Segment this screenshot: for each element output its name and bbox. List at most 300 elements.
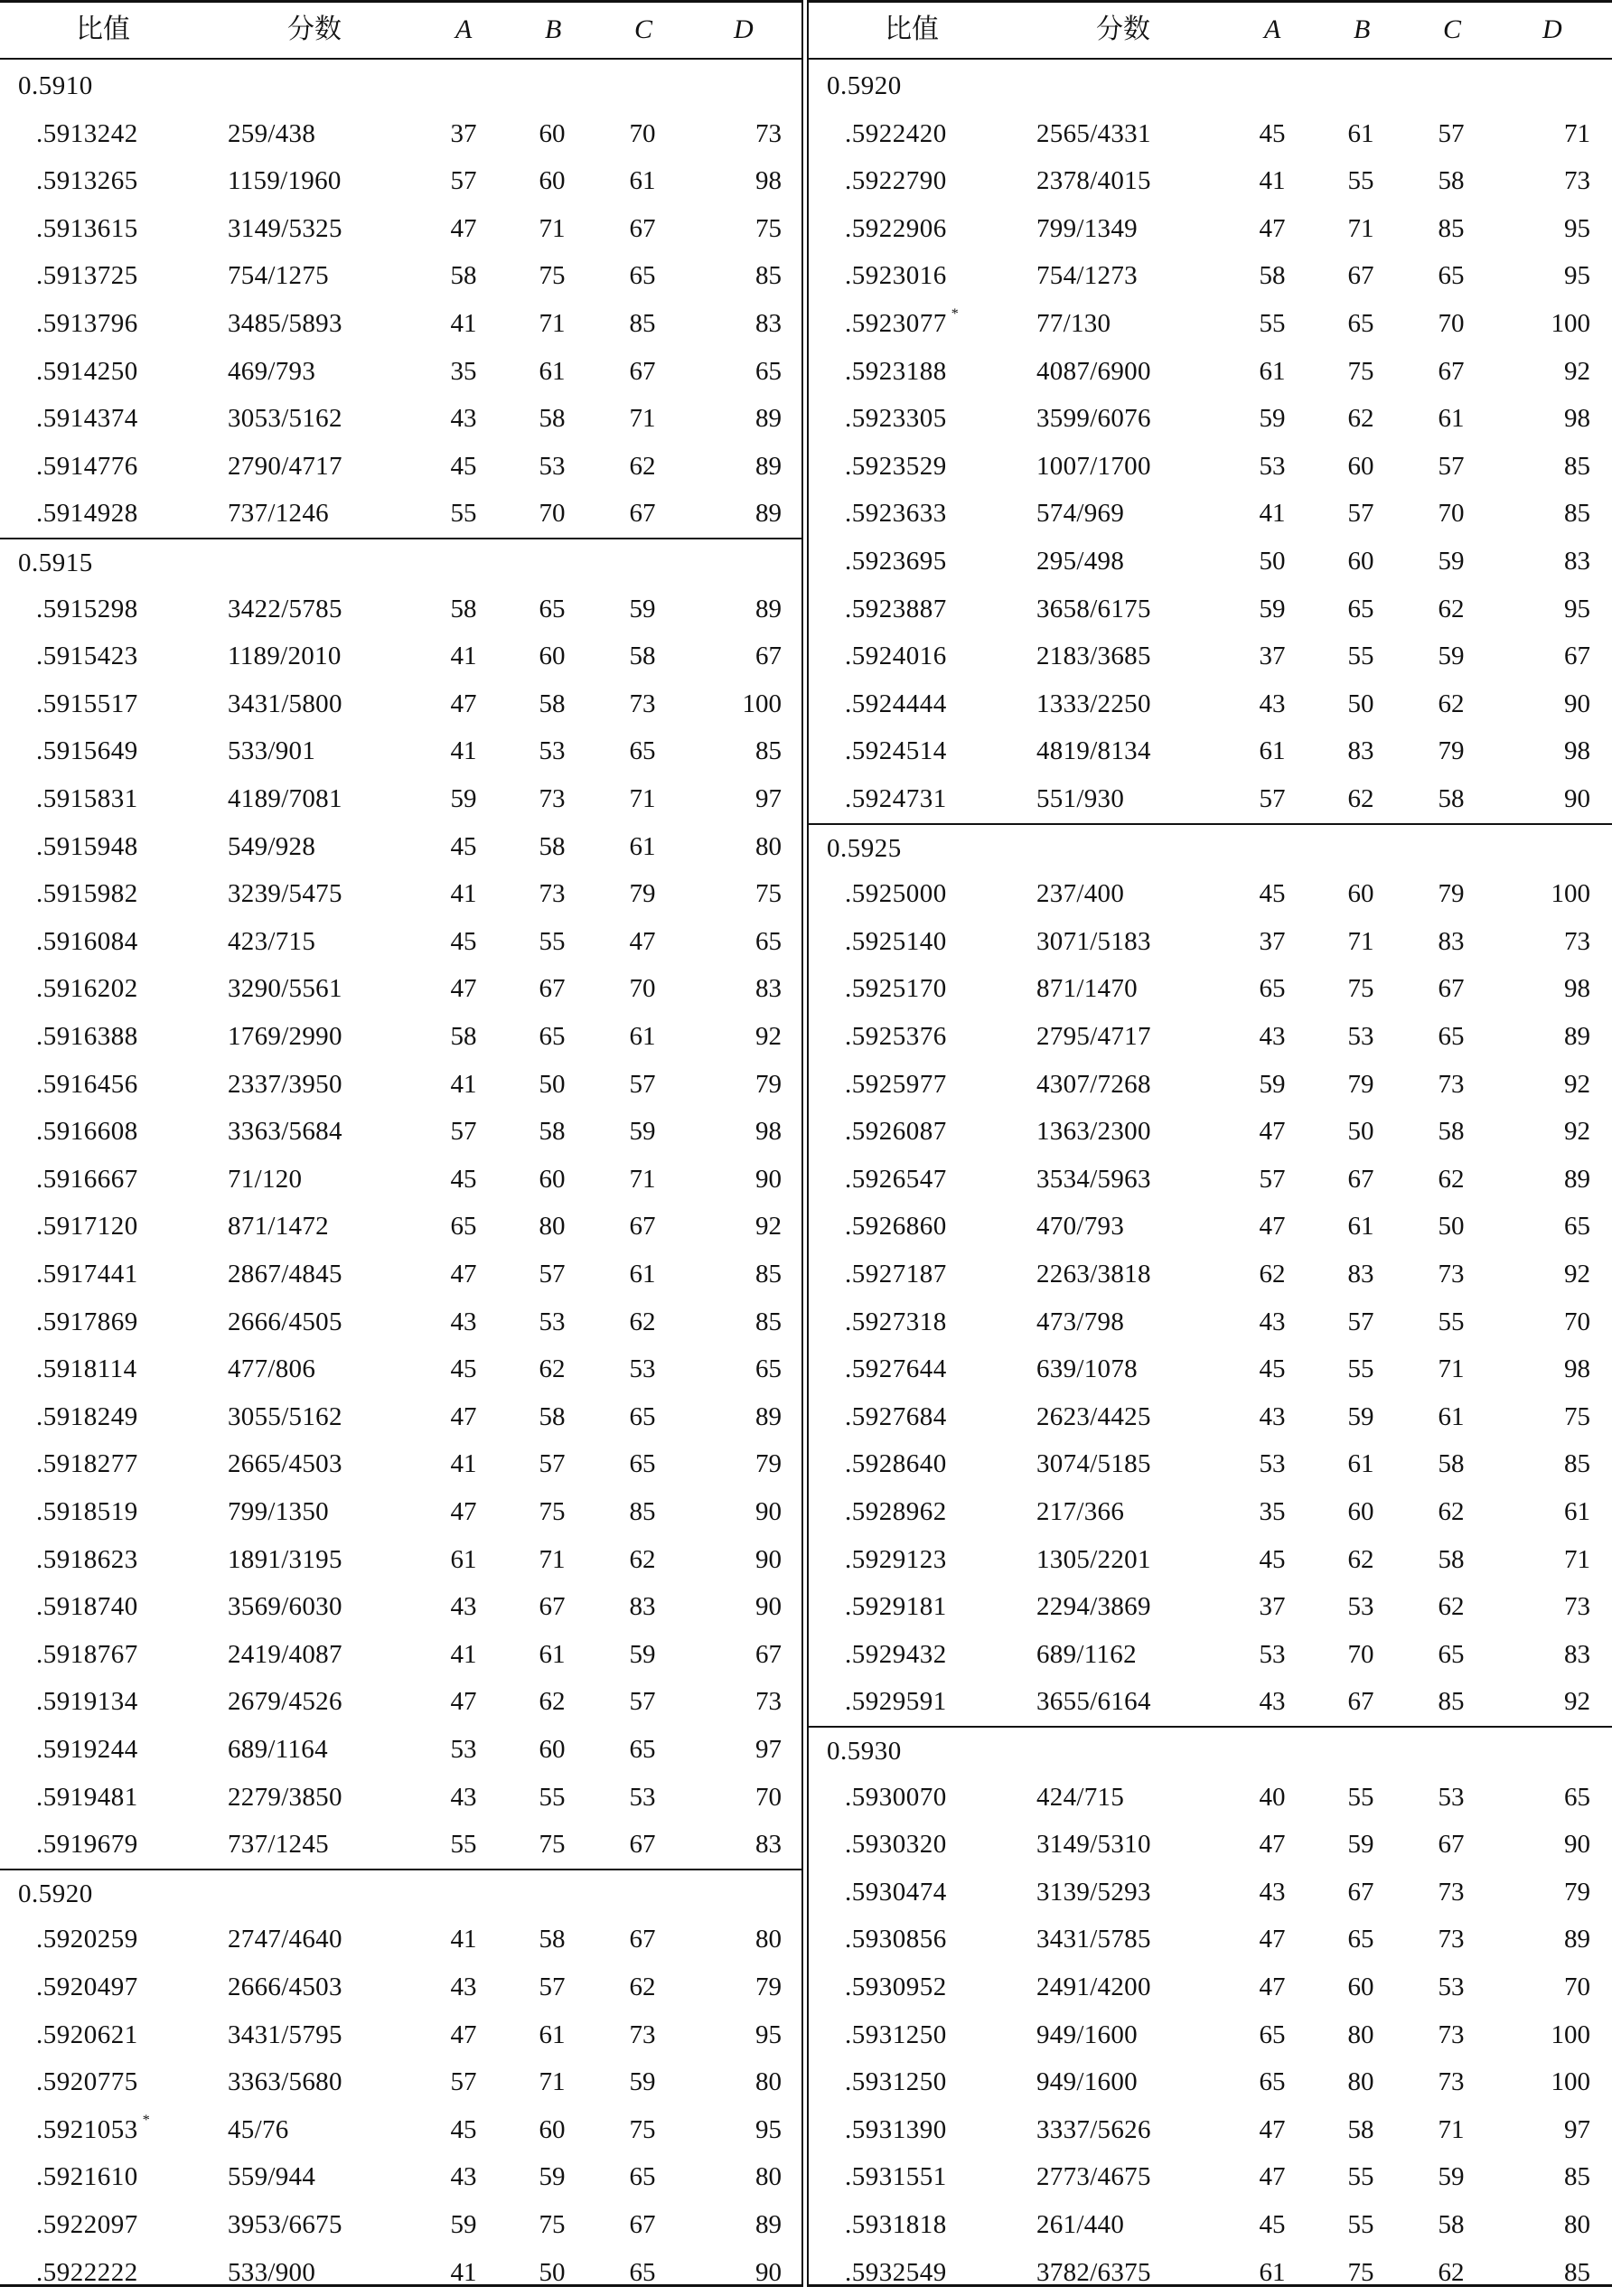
c-cell: 70 xyxy=(1438,499,1465,529)
c-cell: 65 xyxy=(1438,1639,1465,1669)
table-row xyxy=(809,1869,1612,1916)
d-cell: 95 xyxy=(755,2114,782,2144)
table-row xyxy=(809,1821,1612,1869)
ratio-cell xyxy=(36,1203,138,1251)
ratio-cell xyxy=(845,1583,947,1631)
ratio-value: .5915831 xyxy=(36,784,138,813)
ratio-value: .5924514 xyxy=(845,736,947,766)
c-cell: 65 xyxy=(629,261,656,291)
b-cell: 58 xyxy=(539,404,566,434)
d-cell: 80 xyxy=(1564,2210,1590,2239)
b-cell: 55 xyxy=(539,1782,566,1812)
b-cell: 57 xyxy=(539,1449,566,1479)
d-cell: 98 xyxy=(755,166,782,196)
table-row xyxy=(809,586,1612,633)
ratio-value: .5926087 xyxy=(845,1117,947,1147)
ratio-cell xyxy=(36,586,138,633)
d-cell: 73 xyxy=(755,118,782,148)
fraction-cell: 2263/3818 xyxy=(1036,1260,1151,1289)
c-cell: 67 xyxy=(629,1925,656,1954)
table-row xyxy=(0,2153,803,2201)
d-cell: 65 xyxy=(755,356,782,386)
ratio-cell xyxy=(845,348,947,396)
fraction-cell: 2337/3950 xyxy=(228,1069,342,1099)
a-cell: 43 xyxy=(1259,1877,1286,1907)
a-cell: 47 xyxy=(450,1497,477,1526)
b-cell: 67 xyxy=(1347,1164,1374,1194)
c-cell: 67 xyxy=(629,1830,656,1860)
ratio-value: .5923695 xyxy=(845,547,947,576)
a-cell: 61 xyxy=(1259,356,1286,386)
c-cell: 67 xyxy=(1438,974,1465,1004)
table-row xyxy=(809,1061,1612,1109)
ratio-value: .5922906 xyxy=(845,213,947,243)
b-cell: 58 xyxy=(539,831,566,861)
d-cell: 80 xyxy=(755,831,782,861)
fraction-cell: 3658/6175 xyxy=(1036,594,1151,623)
ratio-cell xyxy=(845,538,947,586)
b-cell: 60 xyxy=(539,166,566,196)
ratio-cell xyxy=(845,918,947,966)
a-cell: 37 xyxy=(1259,926,1286,956)
d-cell: 89 xyxy=(755,451,782,481)
d-cell: 90 xyxy=(1564,784,1590,813)
fraction-cell: 3422/5785 xyxy=(228,594,342,623)
table-row xyxy=(809,395,1612,443)
ratio-cell xyxy=(36,1821,138,1869)
d-cell: 90 xyxy=(1564,1830,1590,1860)
c-cell: 58 xyxy=(1438,1449,1465,1479)
asterisk-mark: * xyxy=(951,306,960,323)
ratio-value: .5927318 xyxy=(845,1307,947,1336)
a-cell: 45 xyxy=(450,831,477,861)
fraction-cell: 3239/5475 xyxy=(228,879,342,909)
fraction-cell: 3569/6030 xyxy=(228,1592,342,1622)
ratio-value: .5925140 xyxy=(845,926,947,956)
a-cell: 45 xyxy=(1259,118,1286,148)
d-cell: 89 xyxy=(1564,1022,1590,1051)
ratio-value: .5920259 xyxy=(36,1925,138,1954)
a-cell: 41 xyxy=(450,642,477,671)
ratio-value: .5919134 xyxy=(36,1687,138,1717)
a-cell: 45 xyxy=(1259,879,1286,909)
c-cell: 53 xyxy=(629,1354,656,1384)
fraction-cell: 424/715 xyxy=(1036,1782,1125,1812)
table-row xyxy=(0,348,803,396)
b-cell: 71 xyxy=(539,1544,566,1574)
ratio-cell xyxy=(36,1013,138,1061)
fraction-cell: 3431/5785 xyxy=(1036,1925,1151,1954)
ratio-value: .5918249 xyxy=(36,1401,138,1431)
fraction-cell: 3290/5561 xyxy=(228,974,342,1004)
ratio-cell xyxy=(845,1345,947,1393)
c-cell: 67 xyxy=(629,499,656,529)
ratio-cell xyxy=(845,1488,947,1536)
c-cell: 70 xyxy=(1438,309,1465,338)
d-cell: 73 xyxy=(1564,1592,1590,1622)
fraction-cell: 3782/6375 xyxy=(1036,2257,1151,2287)
c-cell: 65 xyxy=(1438,1022,1465,1051)
fraction-cell: 473/798 xyxy=(1036,1307,1125,1336)
ratio-cell xyxy=(845,1631,947,1679)
d-cell: 92 xyxy=(1564,1260,1590,1289)
table-row xyxy=(809,2058,1612,2106)
c-cell: 73 xyxy=(1438,1069,1465,1099)
d-cell: 95 xyxy=(1564,213,1590,243)
c-cell: 75 xyxy=(629,2114,656,2144)
ratio-cell xyxy=(845,1440,947,1488)
a-cell: 61 xyxy=(1259,736,1286,766)
ratio-value: .5931250 xyxy=(845,2067,947,2097)
b-cell: 75 xyxy=(1347,2257,1374,2287)
ratio-cell xyxy=(845,1821,947,1869)
fraction-cell: 737/1246 xyxy=(228,499,329,529)
ratio-cell xyxy=(845,1061,947,1109)
ratio-cell xyxy=(36,1251,138,1298)
table-row xyxy=(0,2058,803,2106)
fraction-cell: 4307/7268 xyxy=(1036,1069,1151,1099)
c-cell: 65 xyxy=(629,2162,656,2192)
c-cell: 70 xyxy=(629,118,656,148)
ratio-cell xyxy=(845,1251,947,1298)
c-cell: 57 xyxy=(1438,451,1465,481)
ratio-value: .5918519 xyxy=(36,1497,138,1526)
c-cell: 73 xyxy=(1438,1877,1465,1907)
b-cell: 60 xyxy=(539,642,566,671)
b-cell: 67 xyxy=(539,974,566,1004)
b-cell: 73 xyxy=(539,784,566,813)
table-row xyxy=(0,1916,803,1963)
ratio-cell xyxy=(36,1156,138,1204)
ratio-value: .5923529 xyxy=(845,451,947,481)
b-cell: 65 xyxy=(539,1022,566,1051)
b-cell: 55 xyxy=(1347,1354,1374,1384)
table-row xyxy=(0,1061,803,1109)
c-cell: 65 xyxy=(1438,261,1465,291)
a-cell: 45 xyxy=(1259,1544,1286,1574)
d-cell: 79 xyxy=(755,1973,782,2001)
b-cell: 61 xyxy=(539,2020,566,2049)
group-label: 0.5915 xyxy=(18,548,93,577)
c-cell: 58 xyxy=(1438,1544,1465,1574)
ratio-cell xyxy=(36,1726,138,1774)
d-cell: 98 xyxy=(755,1117,782,1147)
b-cell: 67 xyxy=(1347,1877,1374,1907)
ratio-cell xyxy=(36,110,138,158)
d-cell: 100 xyxy=(1551,2067,1590,2097)
b-cell: 61 xyxy=(1347,118,1374,148)
d-cell: 89 xyxy=(755,594,782,623)
a-cell: 55 xyxy=(1259,309,1286,338)
d-cell: 85 xyxy=(1564,2162,1590,2192)
ratio-cell xyxy=(36,490,138,538)
a-cell: 47 xyxy=(1259,1830,1286,1860)
ratio-cell xyxy=(36,727,138,775)
a-cell: 53 xyxy=(450,1735,477,1764)
ratio-value: .5918740 xyxy=(36,1592,138,1622)
a-cell: 47 xyxy=(1259,213,1286,243)
d-cell: 98 xyxy=(1564,974,1590,1004)
a-cell: 65 xyxy=(450,1212,477,1242)
d-cell: 98 xyxy=(1564,736,1590,766)
table-row xyxy=(0,965,803,1013)
ratio-value: .5926860 xyxy=(845,1212,947,1242)
a-cell: 47 xyxy=(1259,2114,1286,2144)
fraction-cell: 1363/2300 xyxy=(1036,1117,1151,1147)
d-cell: 73 xyxy=(1564,926,1590,956)
a-cell: 61 xyxy=(1259,2257,1286,2287)
c-cell: 59 xyxy=(1438,642,1465,671)
fraction-cell: 2773/4675 xyxy=(1036,2162,1151,2192)
table-row xyxy=(809,1678,1612,1726)
b-cell: 57 xyxy=(539,1260,566,1289)
a-cell: 47 xyxy=(450,1687,477,1717)
ratio-cell xyxy=(36,680,138,728)
group-header-row xyxy=(809,823,1612,871)
fraction-cell: 1189/2010 xyxy=(228,642,342,671)
table-row xyxy=(809,1963,1612,2011)
b-cell: 60 xyxy=(1347,451,1374,481)
c-cell: 62 xyxy=(629,1307,656,1336)
b-cell: 53 xyxy=(539,736,566,766)
a-cell: 50 xyxy=(1259,547,1286,576)
table-row xyxy=(0,1440,803,1488)
ratio-value: .5924444 xyxy=(845,689,947,718)
fraction-cell: 2666/4505 xyxy=(228,1307,342,1336)
header-d: D xyxy=(734,14,754,44)
header-ratio: 比值 xyxy=(76,14,130,44)
ratio-cell xyxy=(845,2153,947,2201)
fraction-cell: 4087/6900 xyxy=(1036,356,1151,386)
c-cell: 71 xyxy=(629,784,656,813)
fraction-cell: 949/1600 xyxy=(1036,2067,1138,2097)
table-row xyxy=(0,1821,803,1869)
ratio-value: .5916608 xyxy=(36,1117,138,1147)
d-cell: 65 xyxy=(755,1354,782,1384)
d-cell: 97 xyxy=(755,784,782,813)
fraction-cell: 2665/4503 xyxy=(228,1449,342,1479)
a-cell: 62 xyxy=(1259,1260,1286,1289)
ratio-cell xyxy=(36,443,138,491)
ratio-cell xyxy=(36,1583,138,1631)
ratio-cell xyxy=(845,633,947,680)
b-cell: 50 xyxy=(1347,1117,1374,1147)
c-cell: 85 xyxy=(1438,1687,1465,1717)
fraction-cell: 639/1078 xyxy=(1036,1354,1138,1384)
fraction-cell: 3599/6076 xyxy=(1036,404,1151,434)
ratio-cell xyxy=(36,1108,138,1156)
table-row xyxy=(0,1108,803,1156)
table-row xyxy=(809,633,1612,680)
c-cell: 67 xyxy=(629,213,656,243)
ratio-cell xyxy=(36,2153,138,2201)
ratio-value: .5922097 xyxy=(36,2210,138,2239)
header-a: A xyxy=(455,14,473,44)
a-cell: 58 xyxy=(450,261,477,291)
c-cell: 59 xyxy=(629,1117,656,1147)
fraction-cell: 754/1275 xyxy=(228,261,329,291)
c-cell: 53 xyxy=(629,1782,656,1812)
d-cell: 70 xyxy=(1564,1307,1590,1336)
a-cell: 58 xyxy=(450,594,477,623)
ratio-cell xyxy=(845,1774,947,1822)
b-cell: 53 xyxy=(1347,1022,1374,1051)
table-header xyxy=(0,3,803,60)
ratio-cell xyxy=(845,300,959,348)
c-cell: 61 xyxy=(1438,1401,1465,1431)
b-cell: 67 xyxy=(1347,261,1374,291)
ratio-value: .5924016 xyxy=(845,642,947,671)
a-cell: 65 xyxy=(1259,2067,1286,2097)
fraction-cell: 71/120 xyxy=(228,1164,303,1194)
ratio-cell xyxy=(36,1298,138,1346)
ratio-cell xyxy=(845,775,947,823)
ratio-value: .5931390 xyxy=(845,2114,947,2144)
a-cell: 57 xyxy=(450,166,477,196)
table-row xyxy=(809,727,1612,775)
fraction-cell: 2679/4526 xyxy=(228,1687,342,1717)
a-cell: 65 xyxy=(1259,974,1286,1004)
a-cell: 47 xyxy=(450,213,477,243)
fraction-cell: 2491/4200 xyxy=(1036,1973,1151,2001)
ratio-cell xyxy=(36,1488,138,1536)
header-d: D xyxy=(1542,14,1562,44)
fraction-cell: 3055/5162 xyxy=(228,1401,342,1431)
fraction-cell: 2294/3869 xyxy=(1036,1592,1151,1622)
ratio-value: .5930952 xyxy=(845,1973,947,2001)
ratio-value: .5929181 xyxy=(845,1592,947,1622)
d-cell: 85 xyxy=(755,261,782,291)
ratio-value: .5920497 xyxy=(36,1973,138,2001)
ratio-cell xyxy=(845,1963,947,2011)
b-cell: 58 xyxy=(539,1401,566,1431)
fraction-cell: 237/400 xyxy=(1036,879,1125,909)
c-cell: 62 xyxy=(629,1973,656,2001)
fraction-cell: 2183/3685 xyxy=(1036,642,1151,671)
table-row xyxy=(809,205,1612,253)
double-rule-left xyxy=(801,0,803,2287)
d-cell: 85 xyxy=(1564,1449,1590,1479)
a-cell: 43 xyxy=(1259,1307,1286,1336)
a-cell: 47 xyxy=(1259,1973,1286,2001)
a-cell: 43 xyxy=(450,2162,477,2192)
table-row xyxy=(0,823,803,871)
ratio-value: .5914928 xyxy=(36,499,138,529)
b-cell: 59 xyxy=(539,2162,566,2192)
fraction-cell: 3485/5893 xyxy=(228,309,342,338)
table-row xyxy=(0,1156,803,1204)
c-cell: 57 xyxy=(1438,118,1465,148)
ratio-cell xyxy=(36,252,138,300)
d-cell: 83 xyxy=(1564,547,1590,576)
ratio-cell xyxy=(845,1298,947,1346)
fraction-cell: 3139/5293 xyxy=(1036,1877,1151,1907)
fraction-cell: 3074/5185 xyxy=(1036,1449,1151,1479)
fraction-cell: 3071/5183 xyxy=(1036,926,1151,956)
table-row xyxy=(809,443,1612,491)
fraction-cell: 871/1470 xyxy=(1036,974,1138,1004)
table-row xyxy=(809,1203,1612,1251)
a-cell: 37 xyxy=(450,118,477,148)
ratio-value: .5927684 xyxy=(845,1401,947,1431)
table-row xyxy=(0,727,803,775)
b-cell: 57 xyxy=(1347,1307,1374,1336)
ratio-cell xyxy=(36,2058,138,2106)
a-cell: 41 xyxy=(450,1449,477,1479)
ratio-value: .5931818 xyxy=(845,2210,947,2239)
table-row xyxy=(809,2249,1612,2296)
a-cell: 37 xyxy=(1259,642,1286,671)
d-cell: 67 xyxy=(755,1639,782,1669)
b-cell: 58 xyxy=(539,689,566,718)
a-cell: 45 xyxy=(450,451,477,481)
group-label: 0.5910 xyxy=(18,71,93,100)
fraction-cell: 3053/5162 xyxy=(228,404,342,434)
ratio-value: .5913725 xyxy=(36,261,138,291)
table-row xyxy=(809,2201,1612,2249)
fraction-cell: 3337/5626 xyxy=(1036,2114,1151,2144)
a-cell: 43 xyxy=(1259,689,1286,718)
d-cell: 67 xyxy=(755,642,782,671)
d-cell: 83 xyxy=(755,309,782,338)
a-cell: 61 xyxy=(450,1544,477,1574)
c-cell: 73 xyxy=(629,689,656,718)
table-row xyxy=(809,1013,1612,1061)
ratio-value: .5915517 xyxy=(36,689,138,718)
d-cell: 95 xyxy=(1564,261,1590,291)
d-cell: 95 xyxy=(755,2020,782,2049)
table-row xyxy=(809,1298,1612,1346)
ratio-value: .5925170 xyxy=(845,974,947,1004)
ratio-value: .5915982 xyxy=(36,879,138,909)
fraction-cell: 3655/6164 xyxy=(1036,1687,1151,1717)
fraction-cell: 2747/4640 xyxy=(228,1925,342,1954)
ratio-value: .5919481 xyxy=(36,1782,138,1812)
d-cell: 89 xyxy=(755,2210,782,2239)
c-cell: 62 xyxy=(1438,594,1465,623)
ratio-value: .5922420 xyxy=(845,118,947,148)
d-cell: 75 xyxy=(755,213,782,243)
fraction-cell: 45/76 xyxy=(228,2114,289,2144)
a-cell: 53 xyxy=(1259,1639,1286,1669)
d-cell: 83 xyxy=(1564,1639,1590,1669)
ratio-cell xyxy=(36,2011,138,2059)
ratio-value: .5930474 xyxy=(845,1877,947,1907)
b-cell: 75 xyxy=(539,261,566,291)
b-cell: 59 xyxy=(1347,1830,1374,1860)
group-header-row xyxy=(0,62,803,110)
table-row xyxy=(809,1345,1612,1393)
c-cell: 50 xyxy=(1438,1212,1465,1242)
c-cell: 71 xyxy=(1438,1354,1465,1384)
ratio-cell xyxy=(36,1536,138,1584)
ratio-cell xyxy=(845,680,947,728)
ratio-cell xyxy=(36,1631,138,1679)
a-cell: 47 xyxy=(450,2020,477,2049)
c-cell: 58 xyxy=(1438,1117,1465,1147)
c-cell: 79 xyxy=(629,879,656,909)
b-cell: 83 xyxy=(1347,736,1374,766)
b-cell: 61 xyxy=(539,1639,566,1669)
table-row xyxy=(809,2011,1612,2059)
d-cell: 61 xyxy=(1564,1497,1590,1526)
ratio-value: .5916202 xyxy=(36,974,138,1004)
c-cell: 55 xyxy=(1438,1307,1465,1336)
fraction-cell: 949/1600 xyxy=(1036,2020,1138,2049)
d-cell: 89 xyxy=(1564,1925,1590,1954)
b-cell: 61 xyxy=(539,356,566,386)
table-row xyxy=(0,1774,803,1822)
